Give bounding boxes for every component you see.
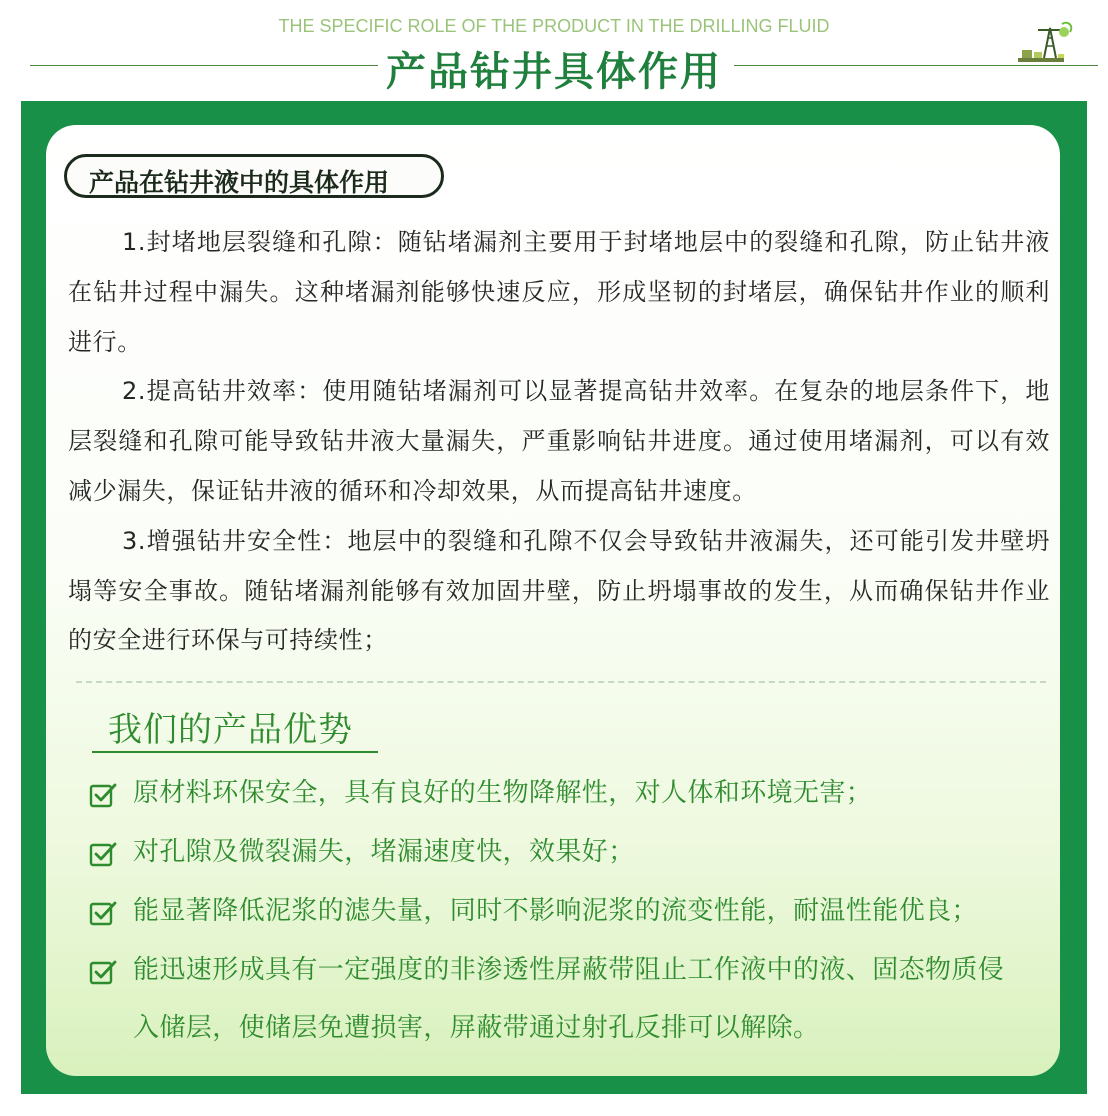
advantage-text: 能迅速形成具有一定强度的非渗透性屏蔽带阻止工作液中的液、固态物质侵入储层，使储层免遭损害，屏蔽带通过射孔反排可以解除。 <box>133 955 1005 1043</box>
checkbox-check-icon <box>88 957 118 987</box>
advantage-text: 对孔隙及微裂漏失，堵漏速度快，效果好； <box>133 837 635 867</box>
advantages-title: 我们的产品优势 <box>108 710 353 750</box>
paragraph-efficiency: 2.提高钻井效率：使用随钻堵漏剂可以显著提高钻井效率。在复杂的地层条件下，地层裂缝和孔隙可能导致钻井液大量漏失，严重影响钻井进度。通过使用堵漏剂，可以有效减少漏失，保证钻井液的循环和冷却效果，从而提高钻井速度。 <box>68 377 1050 505</box>
checkbox-check-icon <box>88 780 118 810</box>
paragraph-sealing: 1.封堵地层裂缝和孔隙：随钻堵漏剂主要用于封堵地层中的裂缝和孔隙，防止钻井液在钻井过程中漏失。这种堵漏剂能够快速反应，形成坚韧的封堵层，确保钻井作业的顺利进行。 <box>68 228 1050 356</box>
advantages-title-underline <box>92 751 378 753</box>
advantage-text: 原材料环保安全，具有良好的生物降解性，对人体和环境无害； <box>133 778 873 808</box>
section-heading-pill <box>64 154 444 198</box>
dashed-divider <box>76 681 1046 683</box>
oil-rig-icon <box>1018 20 1076 66</box>
header-subtitle: THE SPECIFIC ROLE OF THE PRODUCT IN THE DRILLING FLUID <box>278 16 830 36</box>
advantage-text: 能显著降低泥浆的滤失量，同时不影响泥浆的流变性能，耐温性能优良； <box>133 896 978 926</box>
paragraph-safety: 3.增强钻井安全性：地层中的裂缝和孔隙不仅会导致钻井液漏失，还可能引发井壁坍塌等安全事故。随钻堵漏剂能够有效加固井壁，防止坍塌事故的发生，从而确保钻井作业的安全进行环保与可持续性； <box>68 526 1050 655</box>
checkbox-check-icon <box>88 898 118 928</box>
page-title: 产品钻井具体作用 <box>386 49 722 95</box>
checkbox-check-icon <box>88 839 118 869</box>
section-heading: 产品在钻井液中的具体作用 <box>89 168 390 197</box>
section-body <box>68 218 1050 666</box>
